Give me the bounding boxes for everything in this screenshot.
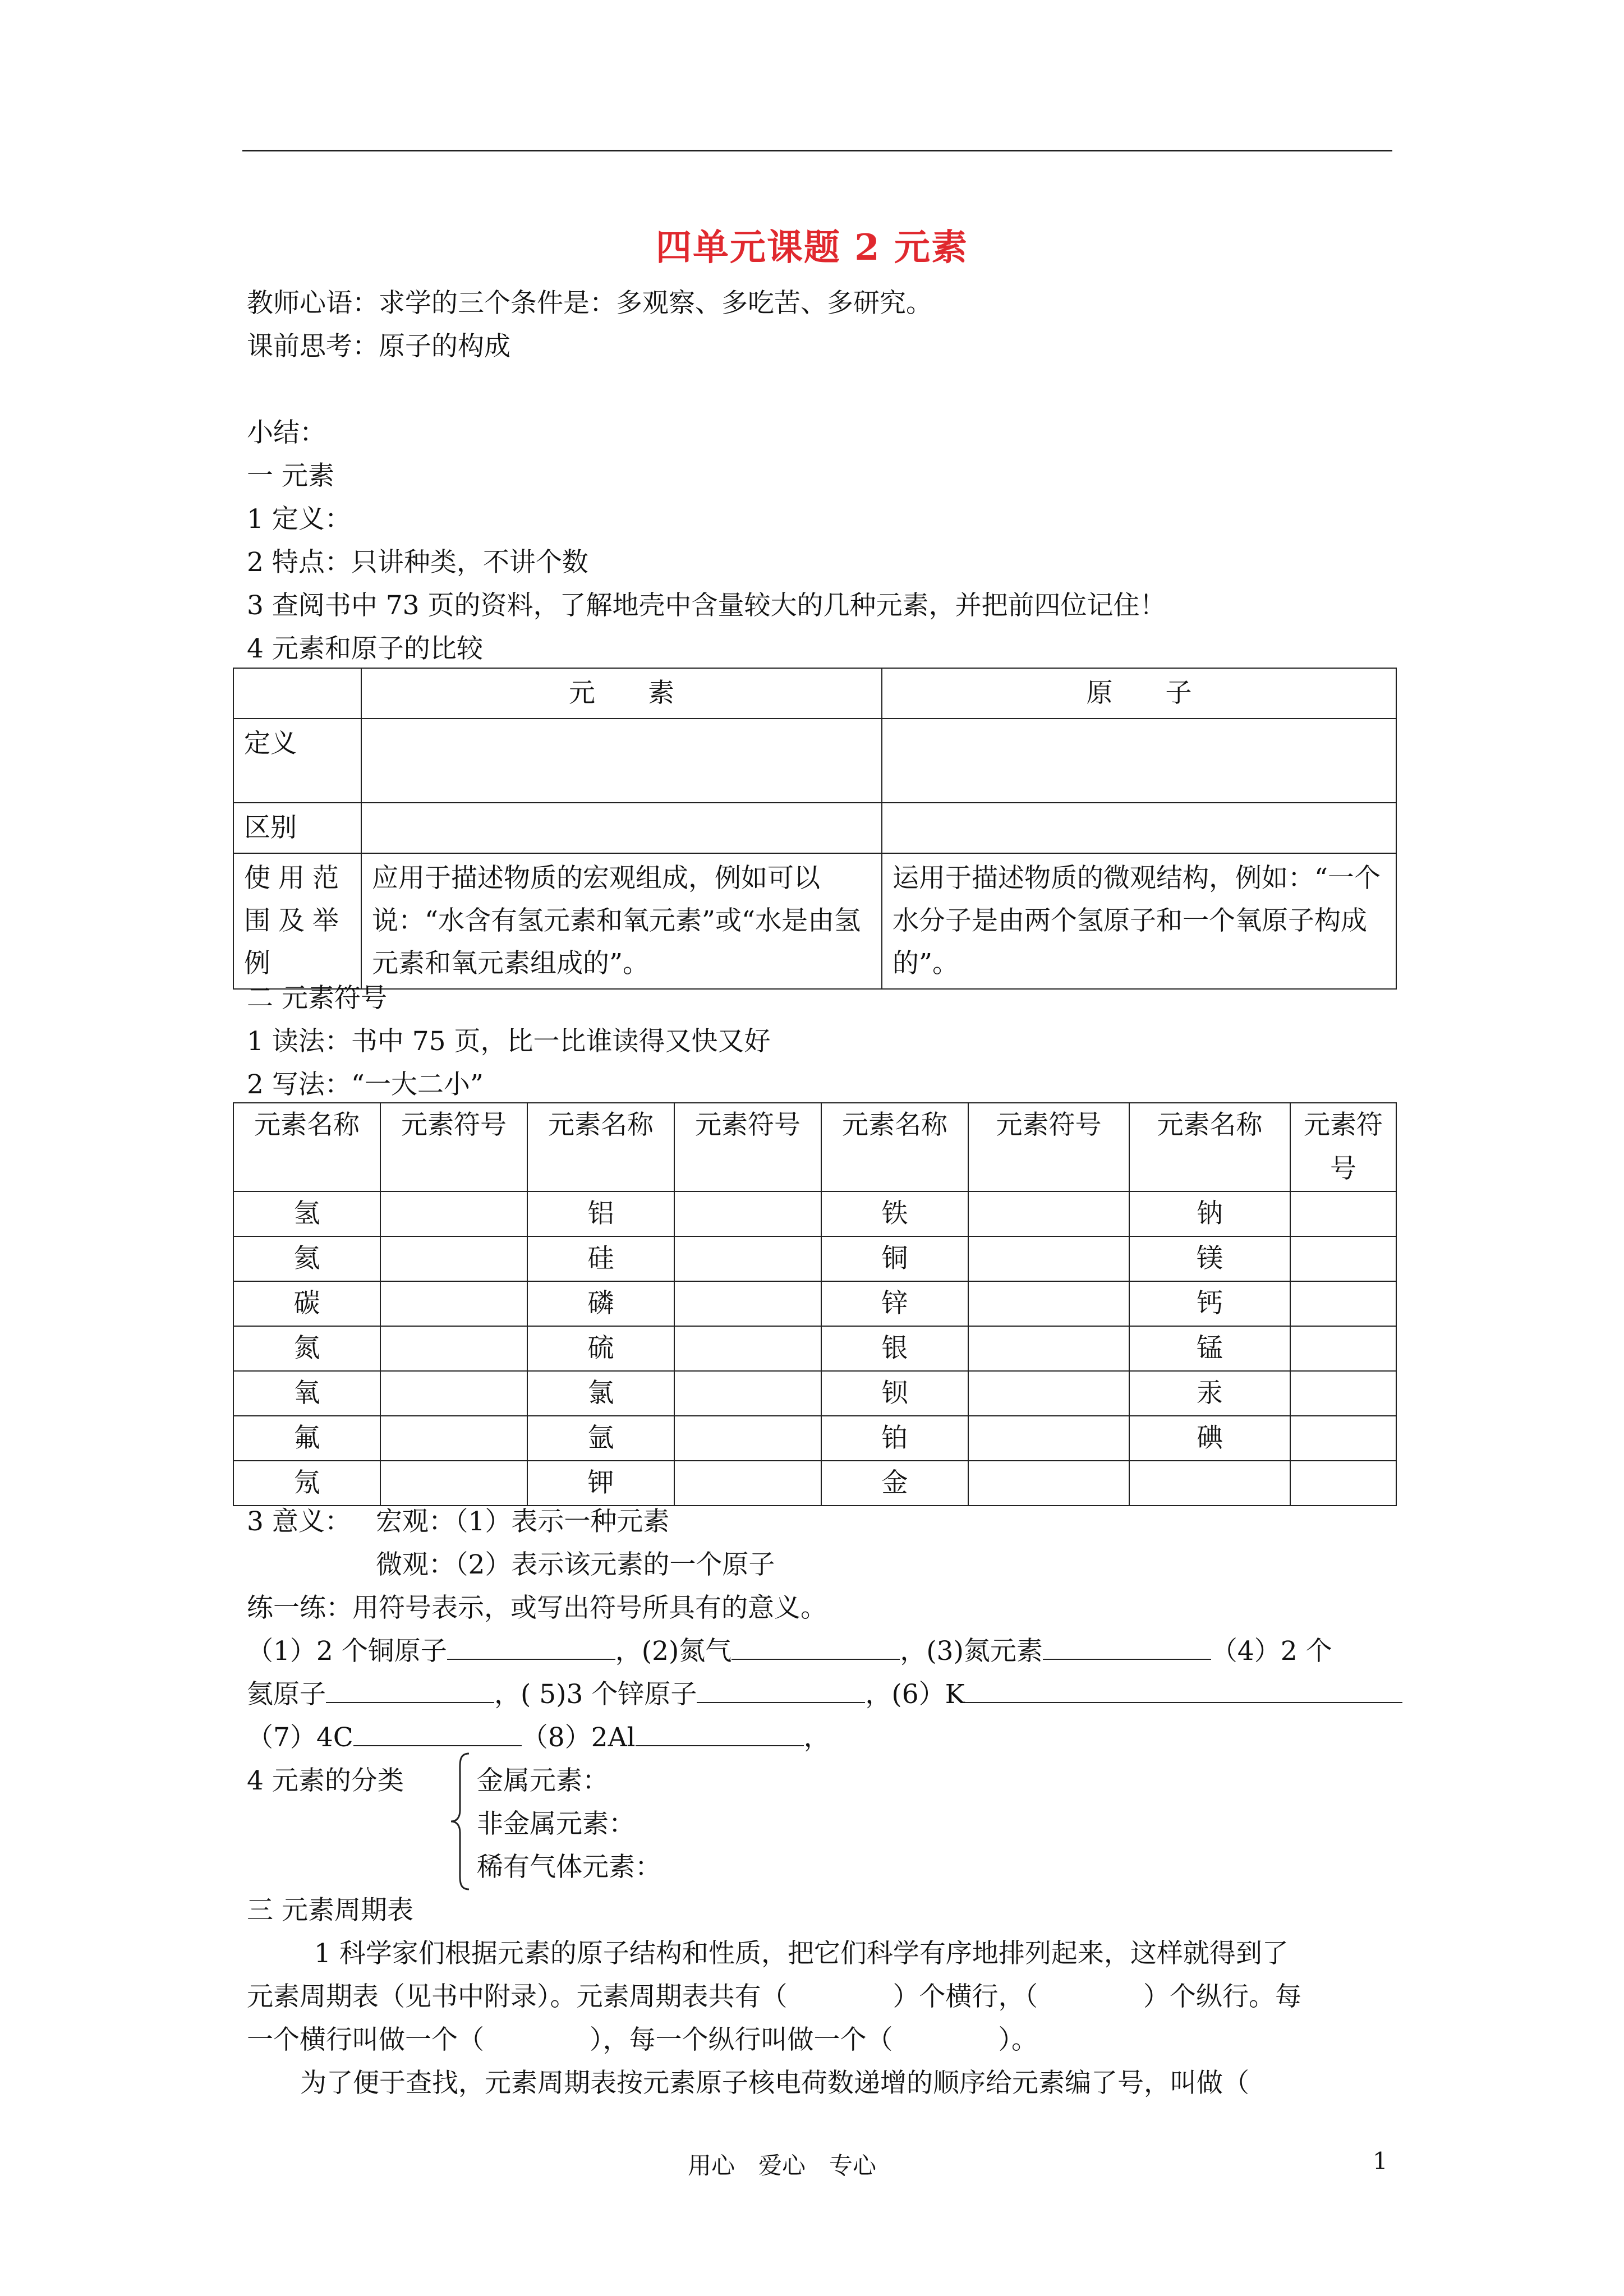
exercise-item-7: （7）4C (247, 1722, 353, 1753)
exercise-item-6: ，(6）K (865, 1679, 965, 1710)
table-row (233, 803, 1396, 853)
table-row (233, 1416, 1396, 1461)
exercise-end: ， (803, 1722, 830, 1753)
table-row (233, 1236, 1396, 1281)
table-header-empty (233, 668, 361, 719)
element-name: 铝 (527, 1191, 674, 1236)
header-symbol-2: 元素符号 (674, 1103, 821, 1191)
symbol-blank (380, 1236, 527, 1281)
symbol-blank (380, 1191, 527, 1236)
exercise-item-4-cont: 氦原子 (247, 1679, 326, 1710)
section-3-heading: 三 元素周期表 (247, 1895, 413, 1926)
element-name: 磷 (527, 1281, 674, 1326)
element-name: 锌 (821, 1281, 968, 1326)
element-name (1129, 1461, 1290, 1506)
symbol-blank (1290, 1191, 1396, 1236)
symbol-table (233, 1102, 1397, 1506)
classify-metal: 金属元素： (477, 1765, 609, 1796)
element-name: 氦 (233, 1236, 380, 1281)
exercise-item-8: （8）2Al (521, 1722, 636, 1753)
symbol-blank (968, 1281, 1129, 1326)
header-rule (242, 150, 1392, 151)
classify-label: 4 元素的分类 (247, 1765, 404, 1796)
answer-blank[interactable] (697, 1680, 865, 1703)
row-label-difference: 区别 (233, 803, 361, 853)
periodic-para-line-3: 一个横行叫做一个（ ），每一个纵行叫做一个（ ）。 (247, 2024, 1038, 2055)
symbol-blank (380, 1371, 527, 1416)
element-name: 氖 (233, 1461, 380, 1506)
table-row (233, 668, 1396, 719)
meaning-micro: 微观：（2）表示该元素的一个原子 (376, 1549, 775, 1580)
element-name: 铂 (821, 1416, 968, 1461)
symbol-blank (968, 1461, 1129, 1506)
section-2-heading: 二 元素符号 (247, 983, 387, 1014)
exercise-item-1: （1）2 个铜原子 (247, 1636, 447, 1667)
header-symbol-4: 元素符号 (1290, 1103, 1396, 1191)
header-name-1: 元素名称 (233, 1103, 380, 1191)
element-name: 氧 (233, 1371, 380, 1416)
table-row (233, 719, 1396, 803)
answer-blank[interactable] (732, 1636, 900, 1660)
exercise-line-1 (247, 1636, 1332, 1667)
element-name: 氩 (527, 1416, 674, 1461)
element-name: 碘 (1129, 1416, 1290, 1461)
table-row (233, 1281, 1396, 1326)
row-label-usage: 使用范围及举例 (233, 853, 361, 989)
table-header-atom: 原 子 (882, 668, 1396, 719)
header-name-3: 元素名称 (821, 1103, 968, 1191)
cell-atom-usage: 运用于描述物质的微观结构，例如：“一个水分子是由两个氢原子和一个氧原子构成的”。 (882, 853, 1396, 989)
answer-blank[interactable] (353, 1723, 522, 1746)
element-name: 钾 (527, 1461, 674, 1506)
symbol-blank (674, 1281, 821, 1326)
header-name-2: 元素名称 (527, 1103, 674, 1191)
answer-blank[interactable] (326, 1680, 494, 1703)
row-label-definition: 定义 (233, 719, 361, 803)
cell-atom-definition (882, 719, 1396, 803)
element-name: 碳 (233, 1281, 380, 1326)
footer-motto: 用心 爱心 专心 (688, 2152, 877, 2179)
element-name: 镁 (1129, 1236, 1290, 1281)
reading-text: 1 读法：书中 75 页，比一比谁读得又快又好 (247, 1026, 771, 1057)
exercise-item-2: ，(2)氮气 (615, 1636, 732, 1667)
writing-text: 2 写法：“一大二小” (247, 1069, 484, 1100)
element-name: 钙 (1129, 1281, 1290, 1326)
page-title: 四单元课题 2 元素 (655, 227, 969, 269)
meaning-macro: 宏观：（1）表示一种元素 (376, 1506, 670, 1537)
element-name: 硅 (527, 1236, 674, 1281)
periodic-para-2: 为了便于查找，元素周期表按元素原子核电荷数递增的顺序给元素编了号，叫做（ (300, 2068, 1249, 2099)
lookup-text: 3 查阅书中 73 页的资料，了解地壳中含量较大的几种元素，并把前四位记住！ (247, 590, 1166, 621)
symbol-blank (674, 1371, 821, 1416)
element-name: 汞 (1129, 1371, 1290, 1416)
element-name: 钡 (821, 1371, 968, 1416)
periodic-para-line-1: 1 科学家们根据元素的原子结构和性质，把它们科学有序地排列起来，这样就得到了 (314, 1938, 1289, 1969)
symbol-blank (968, 1326, 1129, 1371)
symbol-blank (1290, 1326, 1396, 1371)
symbol-blank (1290, 1371, 1396, 1416)
table-row (233, 1461, 1396, 1506)
exercise-line-3 (247, 1722, 830, 1754)
element-name: 硫 (527, 1326, 674, 1371)
symbol-blank (1290, 1461, 1396, 1506)
exercise-intro: 练一练：用符号表示，或写出符号所具有的意义。 (247, 1593, 827, 1623)
symbol-blank (380, 1461, 527, 1506)
prethink: 课前思考：原子的构成 (247, 331, 510, 362)
table-row (233, 1326, 1396, 1371)
symbol-blank (1290, 1416, 1396, 1461)
element-name: 金 (821, 1461, 968, 1506)
element-name: 铜 (821, 1236, 968, 1281)
table-row (233, 853, 1396, 989)
cell-element-definition (361, 719, 882, 803)
element-name: 氯 (527, 1371, 674, 1416)
table-row (233, 1191, 1396, 1236)
exercise-item-4: （4）2 个 (1211, 1636, 1332, 1667)
symbol-blank (674, 1461, 821, 1506)
symbol-blank (968, 1371, 1129, 1416)
answer-blank[interactable] (965, 1680, 1402, 1703)
symbol-blank (1290, 1236, 1396, 1281)
meaning-label: 3 意义： (247, 1506, 351, 1537)
classify-nonmetal: 非金属元素： (477, 1809, 635, 1839)
symbol-blank (1290, 1281, 1396, 1326)
symbol-blank (674, 1326, 821, 1371)
answer-blank[interactable] (1043, 1636, 1211, 1660)
brace-icon (449, 1751, 471, 1892)
element-name: 钠 (1129, 1191, 1290, 1236)
element-name: 氟 (233, 1416, 380, 1461)
summary-label: 小结： (247, 417, 326, 448)
symbol-blank (380, 1281, 527, 1326)
feature-text: 2 特点：只讲种类，不讲个数 (247, 547, 588, 578)
cell-element-difference (361, 803, 882, 853)
symbol-blank (968, 1416, 1129, 1461)
symbol-blank (674, 1236, 821, 1281)
symbol-blank (968, 1236, 1129, 1281)
symbol-blank (380, 1416, 527, 1461)
page-number: 1 (1373, 2147, 1388, 2175)
section-1-heading: 一 元素 (247, 461, 334, 491)
exercise-item-3: ，(3)氮元素 (900, 1636, 1043, 1667)
symbol-blank (968, 1191, 1129, 1236)
table-row (233, 1371, 1396, 1416)
element-name: 氮 (233, 1326, 380, 1371)
symbol-blank (674, 1191, 821, 1236)
symbol-blank (674, 1416, 821, 1461)
symbol-blank (380, 1326, 527, 1371)
compare-table (233, 668, 1397, 990)
exercise-item-5: ，( 5)3 个锌原子 (494, 1679, 697, 1710)
cell-atom-difference (882, 803, 1396, 853)
header-symbol-1: 元素符号 (380, 1103, 527, 1191)
compare-label: 4 元素和原子的比较 (247, 633, 483, 664)
periodic-para-line-2: 元素周期表（见书中附录）。元素周期表共有（ ）个横行，（ ）个纵行。每 (247, 1981, 1301, 2012)
cell-element-usage: 应用于描述物质的宏观组成，例如可以说：“水含有氢元素和氧元素”或“水是由氢元素和氧元素组成的”。 (361, 853, 882, 989)
table-row (233, 1103, 1396, 1191)
element-name: 锰 (1129, 1326, 1290, 1371)
header-name-4: 元素名称 (1129, 1103, 1290, 1191)
answer-blank[interactable] (447, 1636, 615, 1660)
element-name: 氢 (233, 1191, 380, 1236)
exercise-line-2 (247, 1679, 1402, 1710)
element-name: 铁 (821, 1191, 968, 1236)
classify-noble-gas: 稀有气体元素： (477, 1852, 661, 1883)
answer-blank[interactable] (636, 1723, 804, 1746)
table-header-element: 元 素 (361, 668, 882, 719)
teacher-motto: 教师心语：求学的三个条件是：多观察、多吃苦、多研究。 (247, 288, 932, 319)
definition-label: 1 定义： (247, 504, 351, 535)
element-name: 银 (821, 1326, 968, 1371)
header-symbol-3: 元素符号 (968, 1103, 1129, 1191)
